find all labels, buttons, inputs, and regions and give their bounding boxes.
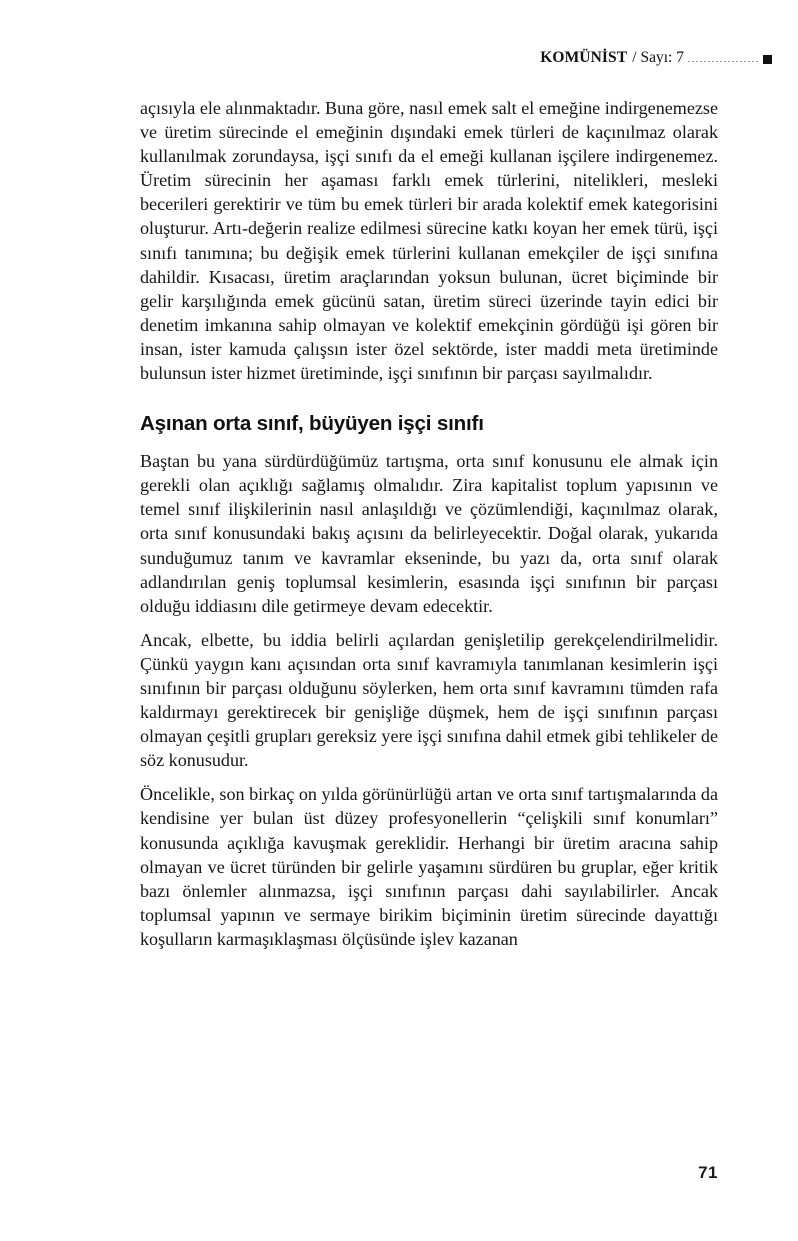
section-heading: Aşınan orta sınıf, büyüyen işçi sınıfı (140, 412, 484, 436)
dotted-leader-icon (687, 61, 759, 62)
body-paragraph: açısıyla ele alınmaktadır. Buna göre, nasıl emek salt el emeğine indirgenemezse ve üretim sürecinde el emeğinin dışındaki emek türleri de kaçınılmaz olarak kullanılmak zorundaysa, işçi sınıfı da el emeği kullanan işçilere indirgenemez. Üretim sürecinin her aşaması farklı emek türlerini, nitelikleri, mesleki becerileri gerektirir ve tüm bu emek türleri bir arada kolektif emek kategorisini oluşturur. Artı-değerin realize edilmesi sürecine katkı koyan her emek türü, işçi sınıfı tanımına; bu değişik emek türlerini kullanan emekçiler de işçi sınıfına dahildir. Kısacası, üretim araçlarından yoksun bulunan, ücret biçiminde bir gelir karşılığında emek gücünü satan, üretim süreci üzerinde tayin edici bir denetim imkanına sahip olmayan ve kolektif emekçinin gördüğü işi gören bir insan, ister kamuda çalışsın ister özel sektörde, ister maddi meta üretiminde bulunsun ister hizmet üretiminde, işçi sınıfının bir parçası sayılmalıdır. (140, 98, 718, 384)
body-paragraph: Öncelikle, son birkaç on yılda görünürlüğü artan ve orta sınıf tartışmalarında da kendisine yer bulan üst düzey profesyonellerin “çelişkili sınıf konumları” konusunda açıklığa kavuşmak gereklidir. Herhangi bir üretim aracına sahip olmayan ve ücret türünden bir gelirle yaşamını sürdüren bu gruplar, eğer kritik bazı önlemler alınmazsa, işçi sınıfının parçası dahi sayılabilirler. Ancak toplumsal yapının ve sermaye birikim biçiminin üretim sürecinde dayattığı koşulların karmaşıklaşması ölçüsünde işlev kazanan (140, 784, 718, 949)
header-issue-number: Sayı: 7 (640, 49, 684, 66)
text-column (140, 96, 718, 951)
black-square-endmark-icon (763, 55, 772, 64)
body-paragraph: Baştan bu yana sürdürdüğümüz tartışma, orta sınıf konusunu ele almak için gerekli olan açıklığı sağlamış olmalıdır. Zira kapitalist toplum yapısının ve temel sınıf ilişkilerinin nasıl anlaşıldığı ve çözümlendiği, kaçınılmaz olarak, orta sınıf konusundaki bakış açısını da belirleyecektir. Doğal olarak, yukarıda sunduğumuz tanım ve kavramlar ekseninde, bu yazı da, orta sınıf olarak adlandırılan geniş toplumsal kesimlerin, esasında işçi sınıfının bir parçası olduğu iddiasını dile getirmeye devam edecektir. (140, 451, 718, 616)
page-number: 71 (698, 1163, 718, 1182)
body-paragraph: Ancak, elbette, bu iddia belirli açılardan genişletilip gerekçelendirilmelidir. Çünkü yaygın kanı açısından orta sınıf kavramıyla tanımlanan kesimlerin işçi sınıfının bir parçası olduğunu söylerken, hem orta sınıf kavramını tümden rafa kaldırmayı gerektirecek bir genişliğe düşmek, hem de işçi sınıfının parçası olmayan çeşitli grupları gereksiz yere işçi sınıfına dahil etmek gibi tehlikeler de söz konusudur. (140, 629, 718, 771)
header-separator: / (632, 49, 637, 66)
header-publication-name: KOMÜNİST (540, 49, 628, 66)
running-header (140, 46, 772, 70)
page-footer (140, 1163, 718, 1183)
